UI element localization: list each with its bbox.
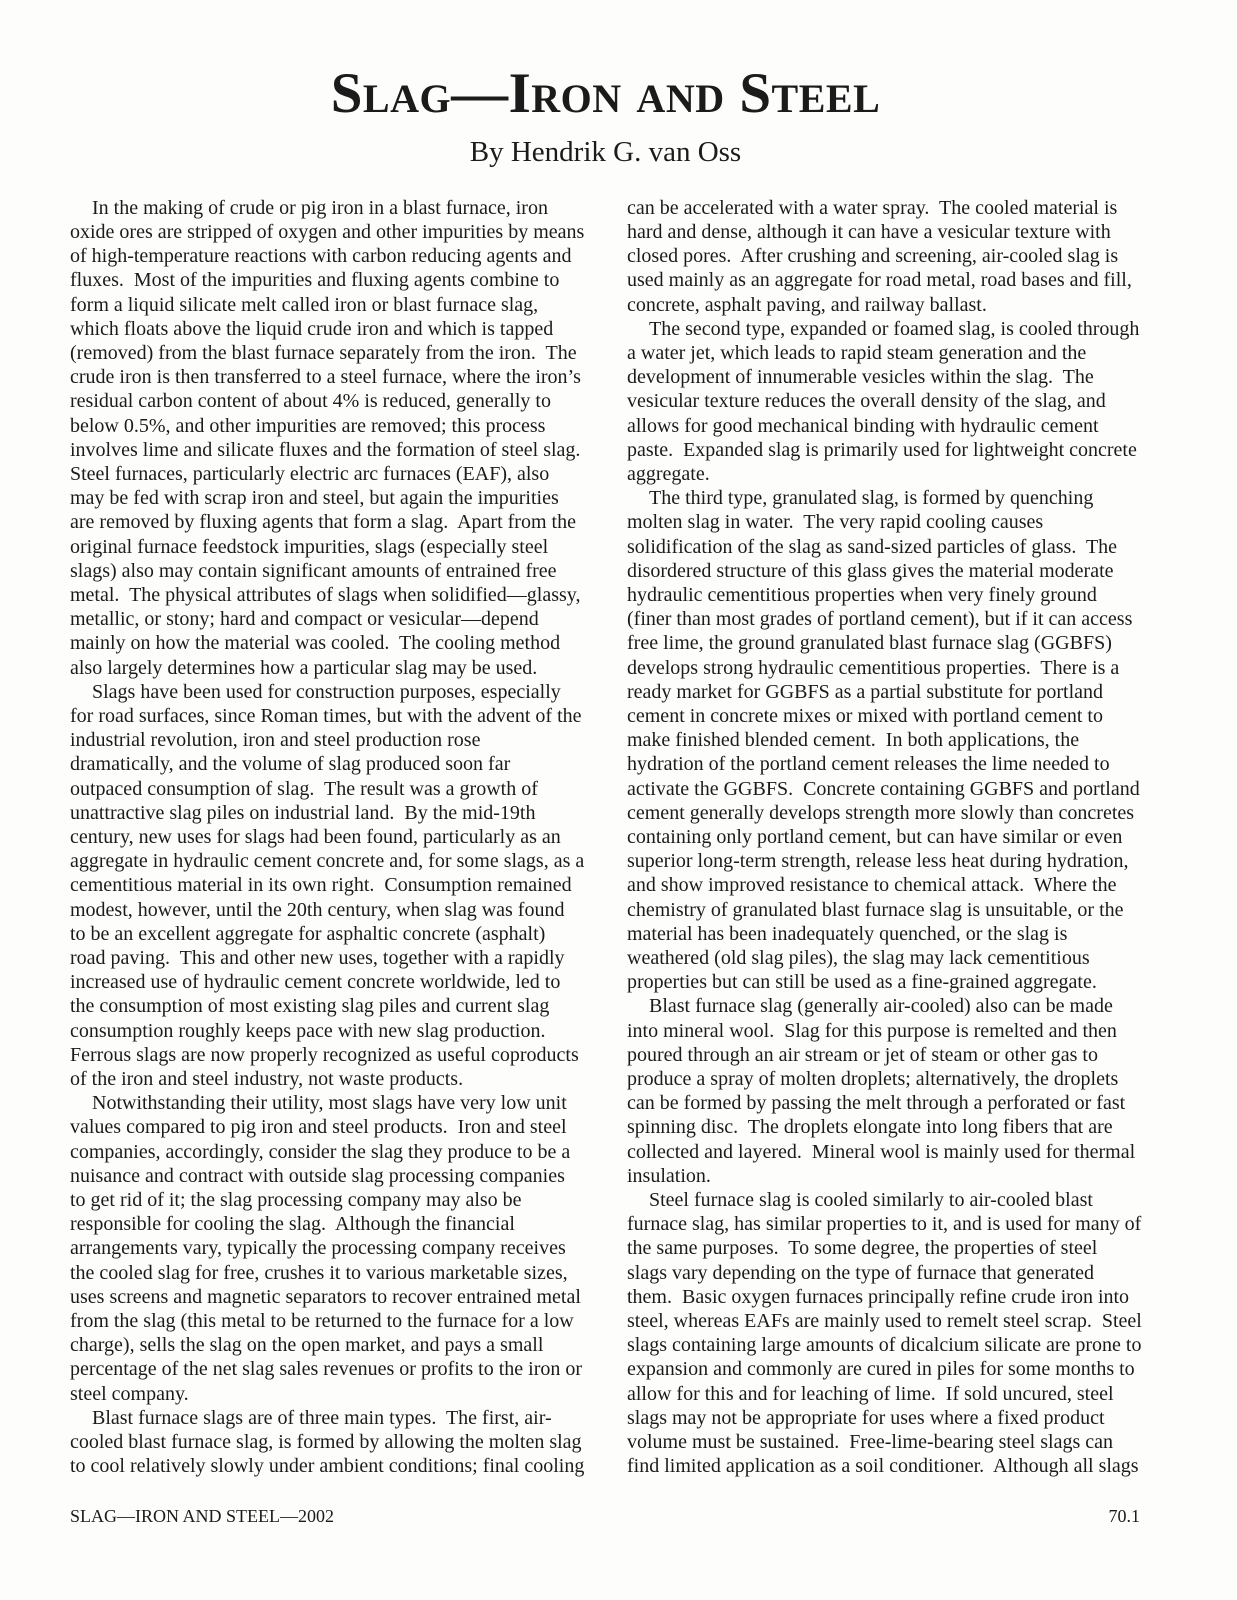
page-footer xyxy=(70,1506,1140,1528)
page-number: 70.1 xyxy=(1108,1506,1140,1526)
paragraph-continuation: can be accelerated with a water spray. The cooled material is hard and dense, although it can have a vesicular texture with closed pores. After crushing and screening, air-cooled slag is used mainly as an aggregate for road metal, road bases and fill, concrete, asphalt paving, and railway ballast. xyxy=(627,196,1137,316)
paragraph: The second type, expanded or foamed slag, is cooled through a water jet, which leads to rapid steam generation and the development of innumerable vesicles within the slag. The vesicular texture reduces the overall density of the slag, and allows for good mechanical binding with hydraulic cement paste. Expanded slag is primarily used for lightweight concrete aggregate. xyxy=(627,317,1145,485)
page-header xyxy=(70,64,1141,169)
left-column xyxy=(70,196,591,1479)
page-title: Slag—Iron and Steel xyxy=(330,62,881,125)
paragraph: Notwithstanding their utility, most slags have very low unit values compared to pig iron and steel products. Iron and steel companies, accordingly, consider the slag they produce to be a nuisance and contract with outside slag processing companies to get rid of it; the slag processing company may also be responsible for cooling the slag. Although the financial arrangements vary, typically the processing company receives the cooled slag for free, crushes it to various marketable sizes, uses screens and magnetic separators to recover entrained metal from the slag (this metal to be returned to the furnace for a low charge), sells the slag on the open market, and pays a small percentage of the net slag sales revenues or profits to the iron or steel company. xyxy=(70,1092,588,1405)
paragraph: Slags have been used for construction purposes, especially for road surfaces, since Roman times, but with the advent of the industrial revolution, iron and steel production rose dramatically, and the volume of slag produced soon far outpaced consumption of slag. The result was a growth of unattractive slag piles on industrial land. By the mid-19th century, new uses for slags had been found, particularly as an aggregate in hydraulic cement concrete and, for some slags, as a cementitious material in its own right. Consumption remained modest, however, until the 20th century, when slag was found to be an excellent aggregate for asphaltic concrete (asphalt) road paving. This and other new uses, together with a rapidly increased use of hydraulic cement concrete worldwide, led to the consumption of most existing slag piles and current slag consumption roughly keeps pace with new slag production. Ferrous slags are now properly recognized as useful coproducts of the iron and steel industry, not waste products. xyxy=(70,680,590,1091)
right-column xyxy=(627,196,1147,1479)
paragraph: Steel furnace slag is cooled similarly to air-cooled blast furnace slag, has similar properties to it, and is used for many of the same purposes. To some degree, the properties of steel slags vary depending on the type of furnace that generated them. Basic oxygen furnaces principally refine crude iron into steel, whereas EAFs are mainly used to remelt steel scrap. Steel slags containing large amounts of dicalcium silicate are prone to expansion and commonly are cured in piles for some months to allow for this and for leaching of lime. If sold uncured, steel slags may not be appropriate for uses where a fixed product volume must be sustained. Free-lime-bearing steel slags can find limited application as a soil conditioner. Although all slags xyxy=(627,1189,1147,1478)
running-title: SLAG—IRON AND STEEL—2002 xyxy=(70,1506,334,1526)
paragraph: Blast furnace slags are of three main types. The first, air-cooled blast furnace slag, is formed by allowing the molten slag to cool relatively slowly under ambient conditions; final cooling xyxy=(70,1406,587,1478)
byline: By Hendrik G. van Oss xyxy=(469,135,742,168)
paragraph: Blast furnace slag (generally air-cooled) also can be made into mineral wool. Slag for this purpose is remelted and then poured through an air stream or jet of steam or other gas to produce a spray of molten droplets; alternatively, the droplets can be formed by passing the melt through a perforated or fast spinning disc. The droplets elongate into long fibers that are collected and layered. Mineral wool is mainly used for thermal insulation. xyxy=(627,995,1141,1187)
paragraph: In the making of crude or pig iron in a blast furnace, iron oxide ores are stripped of oxygen and other impurities by means of high-temperature reactions with carbon reducing agents and fluxes. Most of the impurities and fluxing agents combine to form a liquid silicate melt called iron or blast furnace slag, which floats above the liquid crude iron and which is tapped (removed) from the blast furnace separately from the iron. The crude iron is then transferred to a steel furnace, where the iron’s residual carbon content of about 4% is reduced, generally to below 0.5%, and other impurities are removed; this process involves lime and silicate fluxes and the formation of steel slag. Steel furnaces, particularly electric arc furnaces (EAF), also may be fed with scrap iron and steel, but again the impurities are removed by fluxing agents that form a slag. Apart from the original furnace feedstock impurities, slags (especially steel slags) also may contain significant amounts of entrained free metal. The physical attributes of slags when solidified—glassy, metallic, or stony; hard and compact or vesicular—depend mainly on how the material was cooled. The cooling method also largely determines how a particular slag may be used. xyxy=(70,196,591,679)
body-columns xyxy=(70,196,1147,1479)
paragraph: The third type, granulated slag, is formed by quenching molten slag in water. The very rapid cooling causes solidification of the slag as sand-sized particles of glass. The disordered structure of this glass gives the material moderate hydraulic cementitious properties when very finely ground (finer than most grades of portland cement), but if it can access free lime, the ground granulated blast furnace slag (GGBFS) develops strong hydraulic cementitious properties. There is a ready market for GGBFS as a partial substitute for portland cement in concrete mixes or mixed with portland cement to make finished blended cement. In both applications, the hydration of the portland cement releases the lime needed to activate the GGBFS. Concrete containing GGBFS and portland cement generally develops strength more slowly than concretes containing only portland cement, but can have similar or even superior long-term strength, release less heat during hydration, and show improved resistance to chemical attack. Where the chemistry of granulated blast furnace slag is unsuitable, or the material has been inadequately quenched, or the slag is weathered (old slag piles), the slag may lack cementitious properties but can still be used as a fine-grained aggregate. xyxy=(627,487,1145,994)
